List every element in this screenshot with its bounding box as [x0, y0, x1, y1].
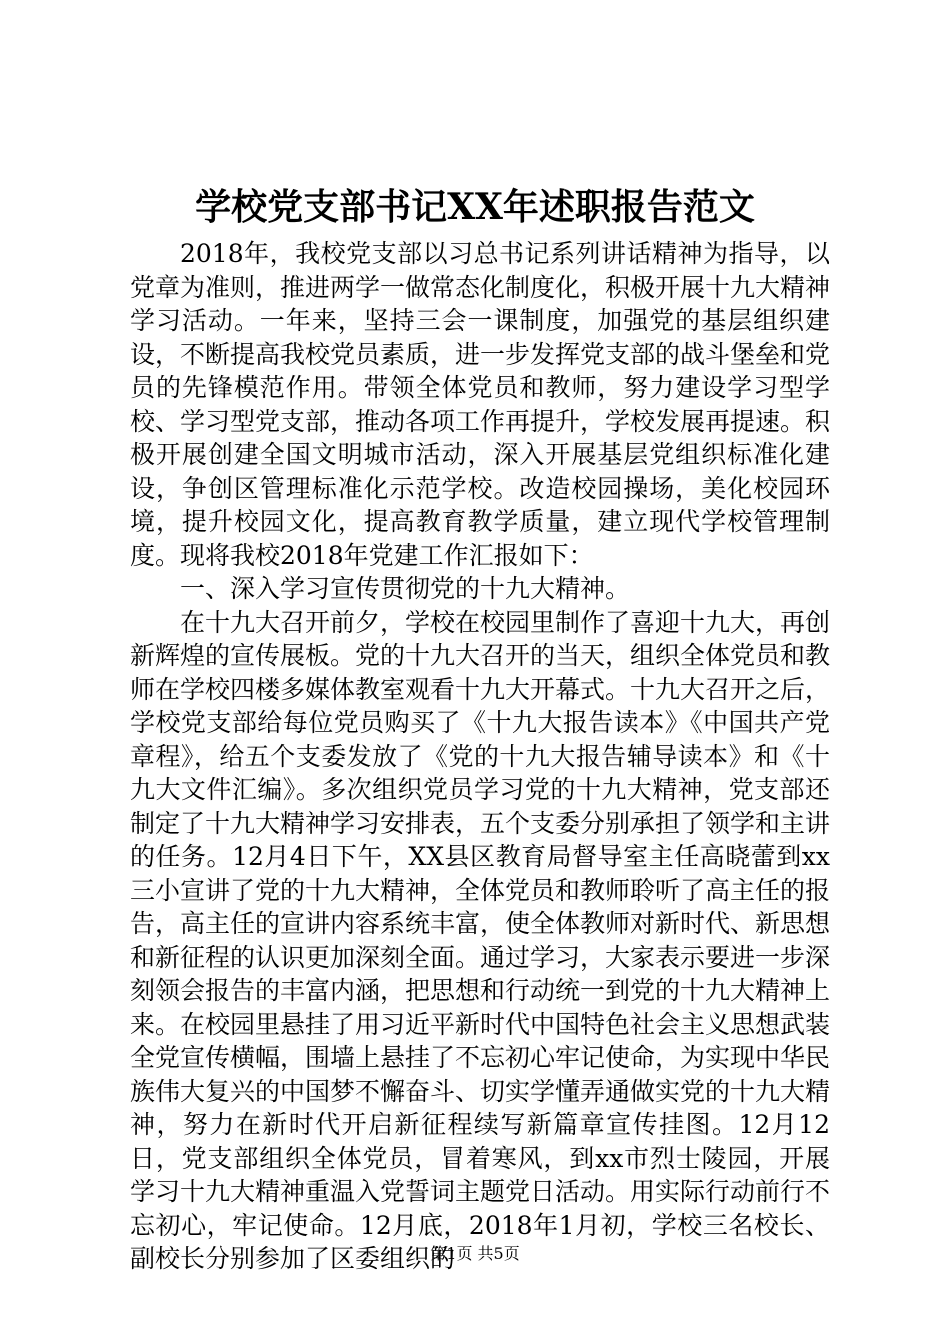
paragraph-section-1: 在十九大召开前夕，学校在校园里制作了喜迎十九大，再创新辉煌的宣传展板。党的十九大召开的当天，组织全体党员和教师在学校四楼多媒体教室观看十九大开幕式。十九大召开之后，学校党支部给每位党员购买了《十九大报告读本》《中国共产党章程》，给五个支委发放了《党的十九大报告辅导读本》和《十九大文件汇编》。多次组织党员学习党的十九大精神，党支部还制定了十九大精神学习安排表，五个支委分别承担了领学和主讲的任务。12月4日下午，XX县区教育局督导室主任高晓蕾到xx三小宣讲了党的十九大精神，全体党员和教师聆听了高主任的报告，高主任的宣讲内容系统丰富，使全体教师对新时代、新思想和新征程的认识更加深刻全面。通过学习，大家表示要进一步深刻领会报告的丰富内涵，把思想和行动统一到党的十九大精神上来。在校园里悬挂了用习近平新时代中国特色社会主义思想武装全党宣传横幅，围墙上悬挂了不忘初心牢记使命，为实现中华民族伟大复兴的中国梦不懈奋斗、切实学懂弄通做实党的十九大精神，努力在新时代开启新征程续写新篇章宣传挂图。12月12日，党支部组织全体党员，冒着寒风，到xx市烈士陵园，开展学习十九大精神重温入党誓词主题党日活动。用实际行动前行不忘初心，牢记使命。12月底，2018年1月初，学校三名校长、副校长分别参加了区委组织的 [130, 607, 831, 1273]
section-heading-1: 一、深入学习宣传贯彻党的十九大精神。 [180, 574, 631, 603]
page-number-footer: 第1页 共5页 [430, 1244, 520, 1263]
document-title: 学校党支部书记XX年述职报告范文 [195, 186, 755, 228]
document-body [130, 237, 830, 1276]
paragraph-intro: 2018年，我校党支部以习总书记系列讲话精神为指导，以党章为准则，推进两学一做常态化制度化，积极开展十九大精神学习活动。一年来，坚持三会一课制度，加强党的基层组织建设，不断提高我校党员素质，进一步发挥党支部的战斗堡垒和党员的先锋模范作用。带领全体党员和教师，努力建设学习型学校、学习型党支部，推动各项工作再提升，学校发展再提速。积极开展创建全国文明城市活动，深入开展基层党组织标准化建设，争创区管理标准化示范学校。改造校园操场，美化校园环境，提升校园文化，提高教育教学质量，建立现代学校管理制度。现将我校2018年党建工作汇报如下： [130, 239, 831, 570]
